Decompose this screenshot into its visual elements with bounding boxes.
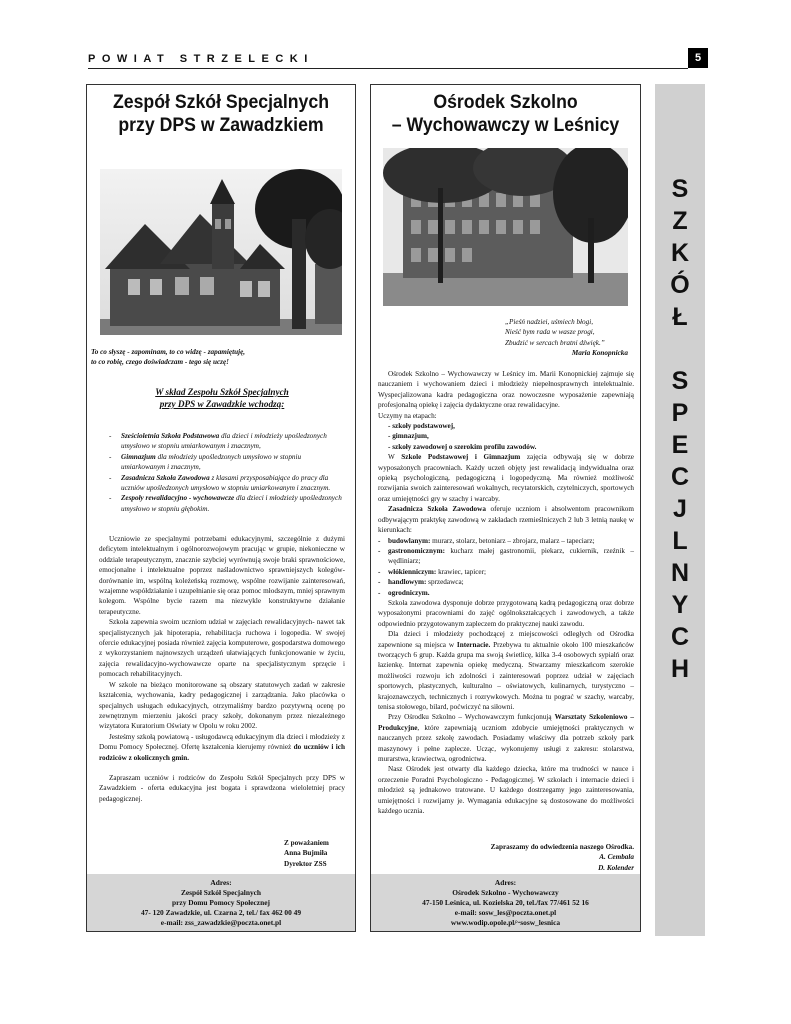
paragraph-bold: do uczniów i ich rodziców z okolicznych gmin. xyxy=(99,743,345,762)
item-name: Sześcioletnia Szkoła Podstawowa xyxy=(121,432,220,440)
sidebar-letter: C xyxy=(670,623,690,651)
invite-line: Zapraszamy do odwiedzenia naszego Ośrodka. xyxy=(490,843,634,851)
address-line: e-mail: sosw_les@poczta.onet.pl xyxy=(454,908,557,917)
stages-list xyxy=(378,421,634,452)
paragraph xyxy=(378,712,634,764)
header-rule xyxy=(88,68,688,69)
address-line: Adres: xyxy=(210,878,232,887)
sidebar-letter: E xyxy=(671,431,689,459)
quote-author: Maria Konopnicka xyxy=(571,349,628,358)
trade-name: ogrodniczym. xyxy=(388,588,430,597)
quote-line: Zbudzić w sercach bratni dźwięk.” xyxy=(505,338,605,347)
paragraph: Uczniowie ze specjalnymi potrzebami edukacyjnymi, szczególnie z dużymi deficytem intelektualnym i ogólnorozwojowym pracując w grupie, niekonieczne w oddziale terapeutycznym, znacznie szybciej wyrównują swoje braki sprawnościowe, emocjonalne i intelektualne poprzez naśladownictwo sprawniejszych kolegów- dorównanie im, wspólną koleżeńską rozmowę, wspólne rozwijanie zainteresowań, wzajemne współdziałanie i uzupełnianie się oraz pomoc młodszym, mniej sprawnym kolegom. Wspólne bycie razem ma niezwykle konstruktywne działanie terapeutyczne. xyxy=(99,535,345,616)
paragraph: Nasz Ośrodek jest otwarty dla każdego dziecka, które ma trudności w nauce i orzeczenie Poradni Psychologiczno - Pedagogicznej. W szkołach i internacie dzieci i młodzież są jednakowo tratowane. U każdego dostrzegamy jego zainteresowania, umiejętności i rozwijamy je. Wymagania edukacyjne są dostosowane do możliwości każdego ucznia. xyxy=(378,765,634,816)
paragraph-text: Jesteśmy szkołą powiatową - usługodawcą edukacyjnym dla dzieci i młodzieży z Domu Pomocy Społecznej. Ofertę kształcenia kierujemy również xyxy=(99,732,345,752)
list-item: - gimnazjum, xyxy=(388,432,429,441)
list-item xyxy=(378,546,634,567)
address-box xyxy=(87,874,355,931)
list-item xyxy=(109,452,345,473)
sidebar-letter: S xyxy=(671,367,689,395)
paragraph: Szkoła zawodowa dysponuje dobrze przygotowaną kadrą pedagogiczną oraz dobrze wyposażonymi pracowniami do zajęć ogólnokształcących i zawodowych, a także odpowiednio przygotowanym zapleczem do praktycznej nauki zawodu. xyxy=(378,598,634,628)
paragraph xyxy=(99,732,345,763)
trade-desc: murarz, stolarz, betoniarz – zbrojarz, malarz – tapeciarz; xyxy=(430,536,595,545)
heading-line: przy DPS w Zawadzkiem xyxy=(118,115,324,136)
trade-desc: krawiec, tapicer; xyxy=(436,567,486,576)
motto xyxy=(91,347,353,368)
paragraph xyxy=(378,452,634,504)
stage: szkoły podstawowej, xyxy=(392,422,455,431)
paragraph-text: Dla dzieci i młodzieży pochodzącej z miejscowości odległych od Ośrodka zapewnione są miejsca w xyxy=(378,630,634,649)
sidebar-letter: N xyxy=(670,559,690,587)
sidebar-letter-gap xyxy=(655,334,705,366)
heading-line: Ośrodek Szkolno xyxy=(433,92,578,113)
paragraph-bold: Zasadnicza Szkoła Zawodowa xyxy=(388,505,486,514)
stage: gimnazjum, xyxy=(392,432,429,441)
sidebar-letter: K xyxy=(670,239,690,267)
signature xyxy=(284,838,354,869)
trade-name: handlowym: xyxy=(388,578,427,587)
signature-line: Z poważaniem xyxy=(284,839,329,847)
list-item: - szkoły podstawowej, xyxy=(388,422,455,431)
article-zss-zawadzkie xyxy=(86,84,356,932)
list-item xyxy=(378,577,634,587)
address-box xyxy=(371,874,640,931)
paragraph-bold: Internacie. xyxy=(456,640,491,649)
paragraph: Zapraszam uczniów i rodziców do Zespołu Szkół Specjalnych przy DPS w Zawadzkiem - oferta edukacyjna jest bogata i sprawdzona wieloletniej pracy pedagogicznej. xyxy=(99,773,345,803)
paragraph: Szkoła zapewnia swoim uczniom udział w zajęciach rewalidacyjnych- nawet tak specjalistycznych jak hipoterapia, rehabilitacja ruchowa i logopedia. W swojej ofercie edukacyjnej posiada również zajęcia komputerowe, gospodarstwa domowego z wykorzystaniem najnowszych urządzeń ułatwiających funkcjonowanie w życiu, zajęcia rewalidacyjno-wychowawcze oparte na specjalistycznym sprzęcie i pomocach rehabilitacyjnych. xyxy=(99,618,345,679)
paragraph: Uczymy na etapach: xyxy=(378,411,437,420)
signer: A. Cembala xyxy=(599,853,634,862)
article-body xyxy=(99,534,345,804)
article-osw-lesnica xyxy=(370,84,641,932)
list-item xyxy=(378,536,634,546)
trade-name: budowlanym: xyxy=(388,536,431,545)
list-item xyxy=(109,473,345,494)
address-line: 47- 120 Zawadzkie, ul. Czarna 2, tel./ fax 462 00 49 xyxy=(140,908,302,917)
address-line: Adres: xyxy=(494,878,517,887)
paragraph xyxy=(378,504,634,535)
trade-desc: kucharz małej gastronomii, piekarz, cukiernik, rzeźnik – wędliniarz; xyxy=(388,546,634,566)
trades-list xyxy=(378,536,634,598)
sidebar-banner xyxy=(655,84,705,936)
school-building-photo xyxy=(100,169,342,335)
paragraph-bold: Warsztaty Szkoleniowo – Produkcyjne xyxy=(378,713,635,732)
item-name: Zespoły rewalidacyjno - wychowawcze xyxy=(121,494,235,503)
signature-line: Anna Bujmiła xyxy=(284,849,328,858)
page-header xyxy=(88,50,708,70)
paragraph-text: Przebywa tu aktualnie około 100 mieszkańców tworzących 6 grup. Każda grupa ma swoją świetlicę, kilka 3-4 osobowych sypialń oraz łazienkę. Internat zapewnia opiekę medyczną. Stwarzamy mieszkańcom szerokie możliwości rozwoju ich zdolności i zainteresowań poprzez udział w zajęciach sportowych, plastycznych, kulturalno – oświatowych, kulinarnych, turystyczno – krajoznawczych, technicznych i rozrywkowych. Można tu pograć w szachy, warcaby, tenisa stołowego, bilard, poćwiczyć na siłowni. xyxy=(378,640,635,711)
sidebar-letter: C xyxy=(670,463,690,491)
paragraph-text: zajęcia odbywają się w dobrze wyposażonych pracowniach. Każdy uczeń objęty jest rewalidacją indywidualna oraz opieką psychologiczną, pedagogiczną i logopedyczną. Ma również możliwość rozwijania swoich zainteresowań wokalnych, recytatorskich, czytelniczych, sportowych oraz umiejętności gry w szachy i warcaby. xyxy=(378,453,634,503)
school-building-photo xyxy=(383,148,628,306)
item-desc: dla młodzieży upośledzonych umysłowo w stopniu umiarkowanym i znacznym, xyxy=(121,452,302,472)
sidebar-letter: H xyxy=(670,655,690,683)
paragraph: W szkole na bieżąco monitorowane są obszary statutowych zadań w zakresie kształcenia, wychowania, kadry pedagogicznej i zarządzania. Jako placówka o specjalnych usługach edukacyjnych, otrzymaliśmy bardzo pozytywną ocenę po zewnętrznym mierzeniu jakości pracy szkoły, dokonanym przez niezależnego wizytatora Kuratorium Oświaty w Opolu w roku 2002. xyxy=(99,680,345,731)
paragraph-text: Przy Ośrodku Szkolno – Wychowawczym funkcjonują xyxy=(388,713,555,722)
sidebar-vertical-title xyxy=(655,174,705,686)
motto-line: To co słyszę - zapominam, to co widzę - zapamiętuję, xyxy=(91,348,246,356)
address-line: 47-150 Leśnica, ul. Kozielska 20, tel./fax 77/461 52 16 xyxy=(422,898,589,907)
sidebar-letter: Ó xyxy=(670,271,690,299)
paragraph-bold: Szkole Podstawowej i Gimnazjum xyxy=(401,453,521,462)
paragraph-text: W xyxy=(388,453,402,462)
heading-line: – Wychowawczy w Leśnicy xyxy=(391,115,620,136)
address-line: Ośrodek Szkolno - Wychowawczy xyxy=(452,888,559,897)
sidebar-letter: P xyxy=(671,399,689,427)
signer: D. Kolender xyxy=(598,863,634,872)
item-desc: dla dzieci i młodzieży upośledzonych umysłowo w stopniu umiarkowanym i znacznym, xyxy=(121,432,327,451)
publication-title: POWIAT STRZELECKI xyxy=(88,53,314,65)
article-heading xyxy=(380,91,630,137)
page-number: 5 xyxy=(688,48,708,68)
sidebar-letter: L xyxy=(672,527,688,555)
address-line: e-mail: zss_zawadzkie@poczta.onet.pl xyxy=(160,918,282,927)
paragraph: Ośrodek Szkolno – Wychowawczy w Leśnicy im. Marii Konopnickiej zajmuje się nauczaniem i wychowaniem dzieci i młodzieży niepełnosprawnych intelektualnie. Wyspecjalizowana kadra pedagogiczna oraz nowoczesne wyposażenie zapewniają profesjonalną opiekę i zajęcia dydaktyczne oraz rewalidacyjne. xyxy=(378,370,634,410)
heading-line: Zespół Szkół Specjalnych xyxy=(112,92,330,113)
item-name: Gimnazjum xyxy=(121,452,156,461)
list-item xyxy=(109,431,345,452)
list-item xyxy=(378,588,634,598)
signature-line: Dyrektor ZSS xyxy=(284,859,327,868)
stage: szkoły zawodowej o szerokim profilu zawodów. xyxy=(392,442,537,451)
list-item: - szkoły zawodowej o szerokim profilu zawodów. xyxy=(388,442,537,451)
address-line: Zespół Szkół Specjalnych xyxy=(180,888,262,897)
quote xyxy=(491,317,628,359)
paragraph xyxy=(378,629,634,712)
invitation xyxy=(378,842,634,873)
article-heading xyxy=(96,91,345,137)
sidebar-letter: Ł xyxy=(672,303,688,331)
article-body xyxy=(378,369,634,816)
composition-title xyxy=(91,386,353,410)
trade-desc: sprzedawca; xyxy=(426,578,464,587)
composition-title-line: przy DPS w Zawadzkie wchodzą: xyxy=(159,399,285,409)
paragraph-text: oferuje uczniom i absolwentom pracownikom odbywającym praktykę zawodową w zakładach rzemieślniczych 2 lub 3 letnią naukę w kierunkach: xyxy=(378,505,634,535)
item-desc: z klasami przysposabiające do pracy dla uczniów upośledzonych umysłowo w stopniu umiarkowanym i znacznym. xyxy=(121,473,331,493)
list-item xyxy=(109,493,345,514)
school-units-list xyxy=(109,431,345,514)
sidebar-letter: J xyxy=(673,495,687,523)
composition-title-line: W skład Zespołu Szkół Specjalnych xyxy=(155,387,289,397)
address-line: przy Domu Pomocy Społecznej xyxy=(172,898,270,907)
trade-name: włókienniczym: xyxy=(388,567,437,576)
quote-line: „Pieśń nadziei, uśmiech błogi, xyxy=(505,318,594,326)
item-desc: dla dzieci i młodzieży upośledzonych umysłowo w stopniu głębokim. xyxy=(121,494,342,513)
sidebar-letter: S xyxy=(671,175,689,203)
sidebar-letter: Z xyxy=(672,207,688,235)
sidebar-letter: Y xyxy=(671,591,689,619)
list-item xyxy=(378,567,634,577)
address-line: www.wodip.opole.pl/~sosw_lesnica xyxy=(450,918,561,927)
trade-name: gastronomicznym: xyxy=(388,546,445,555)
quote-line: Nieść bym rada w wasze progi, xyxy=(505,328,595,337)
paragraph-text: , które zapewniają uczniom zdobycie umiejętności praktycznych w nauczanych przez szkołę zawodach. Posiadamy właściwy dla potrzeb szkoły park maszynowy i pełne zaplecze. Ucząc, wykonujemy usługi z zakresu: stolarstwa, murarstwa, krawiectwa, ogrodnictwa. xyxy=(378,723,634,764)
motto-line: to co robię, czego doświadczam - tego się uczę! xyxy=(91,358,229,367)
item-name: Zasadnicza Szkoła Zawodowa xyxy=(121,473,210,482)
